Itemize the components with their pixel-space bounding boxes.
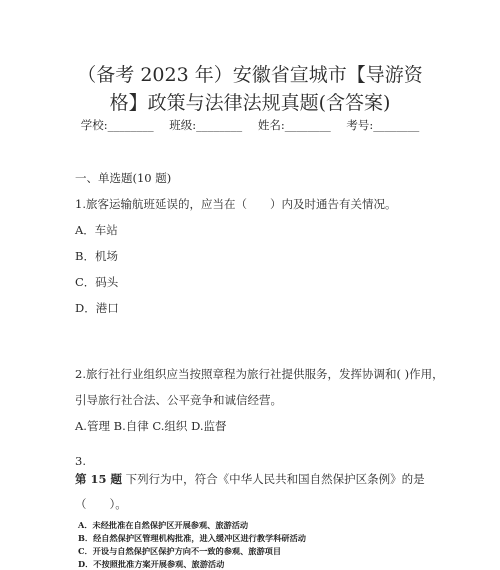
school-field: 学校:________: [80, 118, 154, 132]
student-info-row: [0, 117, 500, 133]
question-1-option-d: D．港口: [75, 301, 119, 315]
class-field: 班级:________: [169, 118, 243, 132]
question-1-option-a: A．车站: [75, 223, 118, 237]
question-3-stem-text: 下列行为中，符合《中华人民共和国自然保护区条例》的是: [122, 472, 425, 486]
question-3-option-b: B．经自然保护区管理机构批准，进入缓冲区进行教学科研活动: [78, 533, 306, 543]
question-1-option-b: B．机场: [75, 249, 118, 263]
document-title-line-2: 格】政策与法律法规真题(含答案): [109, 92, 391, 114]
exam-number-field: 考号:________: [346, 118, 420, 132]
question-3-answer-paren: （ ）。: [75, 497, 127, 511]
question-2-options: A.管理 B.自律 C.组织 D.监督: [75, 419, 227, 433]
question-3-option-c: C．开设与自然保护区保护方向不一致的参观、旅游项目: [78, 546, 282, 556]
name-field: 姓名:________: [257, 118, 331, 132]
question-2-stem-line-1: 2.旅行社行业组织应当按照章程为旅行社提供服务，发挥协调和( )作用，: [75, 367, 444, 381]
question-3-number: 3.: [75, 454, 86, 468]
question-3-label: 第 15 题: [75, 472, 123, 486]
question-3-option-a: A．未经批准在自然保护区开展参观、旅游活动: [78, 520, 249, 530]
question-3-option-d: D．不按照批准方案开展参观、旅游活动: [78, 559, 225, 569]
section-heading: 一、单选题(10 题): [75, 171, 172, 185]
question-3-stem: [75, 471, 425, 487]
question-1-stem: 1.旅客运输航班延误的，应当在（ ）内及时通告有关情况。: [75, 197, 397, 211]
question-2-stem-line-2: 引导旅行社合法、公平竞争和诚信经营。: [75, 393, 282, 407]
document-title-line-1: （备考 2023 年）安徽省宣城市【导游资: [77, 64, 423, 86]
question-1-option-c: C．码头: [75, 275, 119, 289]
